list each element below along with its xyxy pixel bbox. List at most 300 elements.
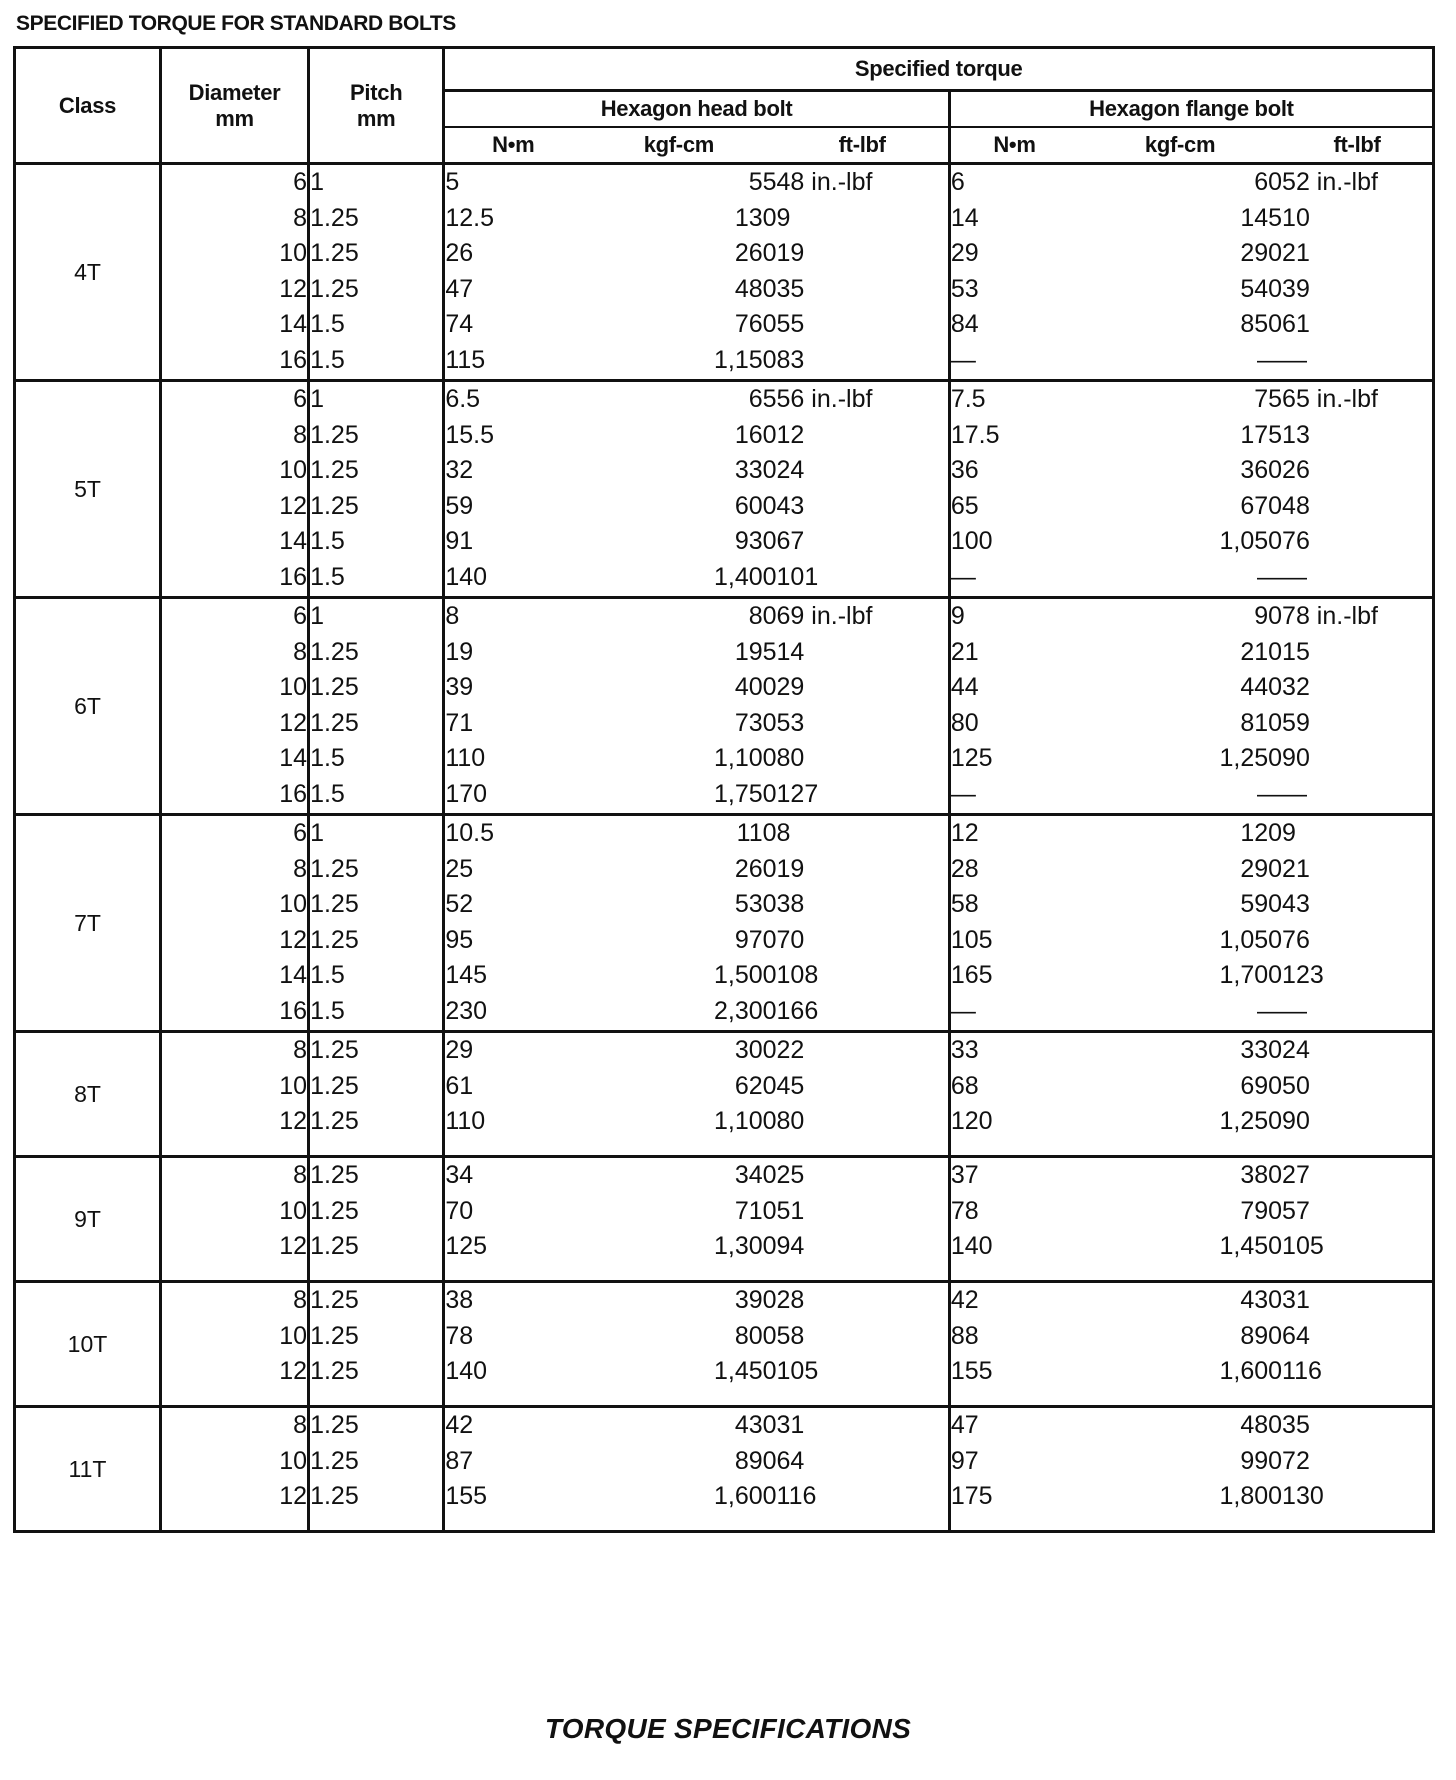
head-ft-value: 83 bbox=[776, 345, 805, 374]
flange-kgf-value: 540 bbox=[1240, 274, 1283, 303]
flange-kgf-value: 145 bbox=[1240, 203, 1283, 232]
head-nm-value: 32 bbox=[445, 456, 474, 484]
flange-nm-cell bbox=[949, 1407, 1078, 1532]
flange-ft-cell bbox=[1282, 381, 1433, 598]
pitch-value: 1.25 bbox=[310, 1071, 359, 1100]
flange-kgf-value: 1,600 bbox=[1219, 1357, 1283, 1385]
head-nm-value: 29 bbox=[445, 1036, 474, 1064]
flange-ft-value: 61 bbox=[1282, 310, 1310, 338]
head-nm-value: 87 bbox=[445, 1446, 474, 1475]
head-kgf-value: 1,300 bbox=[713, 1232, 777, 1260]
head-nm-cell bbox=[444, 815, 581, 1032]
flange-kgf-value: 670 bbox=[1240, 491, 1283, 520]
head-nm-value: 125 bbox=[445, 1232, 488, 1260]
flange-ft-cell bbox=[1282, 1407, 1433, 1532]
flange-nm-cell bbox=[949, 1282, 1078, 1407]
flange-nm-value: 105 bbox=[950, 925, 993, 954]
pitch-value: 1.25 bbox=[310, 203, 359, 232]
diameter-value: 14 bbox=[279, 527, 308, 555]
head-kgf-value: 1,150 bbox=[713, 345, 777, 374]
head-ft-cell bbox=[777, 598, 950, 815]
pitch-cell bbox=[309, 1282, 444, 1407]
flange-nm-value: 21 bbox=[950, 637, 979, 666]
flange-ft-value: 26 bbox=[1282, 456, 1310, 484]
head-nm-value: 25 bbox=[445, 854, 474, 883]
flange-kgf-value: 120 bbox=[1240, 819, 1283, 847]
flange-kgf-value: 430 bbox=[1240, 1286, 1283, 1314]
flange-nm-value: 12 bbox=[950, 819, 979, 847]
head-nm-cell bbox=[444, 1407, 581, 1532]
pitch-value: 1.25 bbox=[310, 1446, 359, 1475]
flange-ft-value: 65 in.-lbf bbox=[1282, 385, 1378, 413]
flange-kgf-value: 1,050 bbox=[1219, 527, 1283, 555]
pitch-header bbox=[309, 48, 444, 164]
flange-nm-cell bbox=[949, 1032, 1078, 1157]
head-ft-value: 56 in.-lbf bbox=[776, 385, 873, 413]
flange-ft-cell bbox=[1282, 1032, 1433, 1157]
head-kgf-value: 480 bbox=[734, 274, 777, 303]
head-nm-value: 19 bbox=[445, 637, 474, 666]
table-row bbox=[15, 815, 1434, 1032]
head-kgf-value: 55 bbox=[748, 168, 777, 196]
head-ft-value: 35 bbox=[776, 274, 805, 303]
flange-nm-value: 68 bbox=[950, 1071, 979, 1100]
flange-nm-header: N•m bbox=[949, 127, 1078, 164]
head-nm-value: 170 bbox=[445, 779, 488, 808]
pitch-cell bbox=[309, 1157, 444, 1282]
flange-nm-value: 36 bbox=[950, 456, 979, 484]
flange-ft-value: 43 bbox=[1282, 890, 1310, 918]
flange-kgf-cell bbox=[1078, 1032, 1282, 1157]
diameter-cell bbox=[160, 381, 308, 598]
flange-kgf-value: 1,250 bbox=[1219, 744, 1283, 772]
flange-nm-value: 7.5 bbox=[950, 385, 986, 413]
flange-ft-value: 105 bbox=[1282, 1232, 1324, 1260]
pitch-value: 1.25 bbox=[310, 708, 359, 737]
head-nm-cell bbox=[444, 1032, 581, 1157]
flange-nm-value: 140 bbox=[950, 1232, 993, 1260]
pitch-cell bbox=[309, 1032, 444, 1157]
specified-torque-header: Specified torque bbox=[444, 48, 1434, 91]
pitch-value: 1.25 bbox=[310, 1482, 359, 1510]
diameter-value: 12 bbox=[279, 1482, 308, 1510]
head-ft-value: 8 bbox=[776, 819, 791, 847]
diameter-cell bbox=[160, 598, 308, 815]
head-ft-value: 12 bbox=[776, 420, 805, 449]
head-kgf-value: 970 bbox=[734, 925, 777, 954]
flange-ft-value: 59 bbox=[1282, 708, 1310, 737]
pitch-header-label: Pitch bbox=[350, 79, 403, 105]
head-kgf-value: 760 bbox=[734, 310, 777, 338]
head-ft-cell bbox=[777, 1282, 950, 1407]
head-kgf-value: 730 bbox=[734, 708, 777, 737]
pitch-cell bbox=[309, 164, 444, 381]
flange-nm-cell bbox=[949, 598, 1078, 815]
flange-kgf-cell bbox=[1078, 164, 1282, 381]
head-ft-value: 29 bbox=[776, 673, 805, 701]
diameter-header-label: Diameter bbox=[188, 79, 281, 105]
pitch-value: 1.5 bbox=[310, 310, 345, 338]
flange-nm-value: — bbox=[950, 779, 976, 808]
diameter-value: 8 bbox=[293, 1036, 308, 1064]
flange-kgf-value: 590 bbox=[1240, 890, 1283, 918]
class-cell: 4T bbox=[15, 164, 161, 381]
diameter-value: 12 bbox=[279, 491, 308, 520]
flange-kgf-value: 1,700 bbox=[1219, 961, 1283, 989]
flange-nm-value: 175 bbox=[950, 1482, 993, 1510]
pitch-cell bbox=[309, 1407, 444, 1532]
head-ft-value: 28 bbox=[776, 1286, 805, 1314]
diameter-cell bbox=[160, 1282, 308, 1407]
flange-kgf-value: 380 bbox=[1240, 1161, 1283, 1189]
head-kgf-value: 260 bbox=[734, 854, 777, 883]
head-kgf-cell bbox=[581, 164, 776, 381]
diameter-value: 10 bbox=[279, 239, 308, 267]
diameter-value: 12 bbox=[279, 708, 308, 737]
flange-nm-value: 65 bbox=[950, 491, 979, 520]
head-nm-value: 8 bbox=[445, 602, 460, 630]
flange-ft-value: 90 bbox=[1282, 1107, 1310, 1135]
flange-kgf-value: — bbox=[1257, 779, 1283, 808]
head-ft-cell bbox=[777, 381, 950, 598]
head-ft-value: 94 bbox=[776, 1232, 805, 1260]
head-ft-value: 45 bbox=[776, 1071, 805, 1100]
flange-ft-value: 39 bbox=[1282, 274, 1310, 303]
head-kgf-value: 260 bbox=[734, 239, 777, 267]
flange-ft-value: 32 bbox=[1282, 673, 1310, 701]
flange-kgf-value: — bbox=[1257, 345, 1283, 374]
head-ft-value: 80 bbox=[776, 1107, 805, 1135]
flange-ft-value: 52 in.-lbf bbox=[1282, 168, 1378, 196]
head-nm-cell bbox=[444, 1282, 581, 1407]
flange-kgf-value: — bbox=[1257, 996, 1283, 1025]
head-nm-value: 95 bbox=[445, 925, 474, 954]
diameter-value: 12 bbox=[279, 1357, 308, 1385]
pitch-value: 1.25 bbox=[310, 1321, 359, 1350]
flange-ft-value: 21 bbox=[1282, 854, 1310, 883]
diameter-unit: mm bbox=[215, 105, 254, 131]
flange-nm-value: — bbox=[950, 562, 976, 591]
head-nm-value: 38 bbox=[445, 1286, 474, 1314]
flange-ft-value: 21 bbox=[1282, 239, 1310, 267]
flange-nm-value: 42 bbox=[950, 1286, 979, 1314]
diameter-header bbox=[160, 48, 308, 164]
head-nm-value: 230 bbox=[445, 996, 488, 1025]
flange-ft-value: 76 bbox=[1282, 925, 1310, 954]
head-nm-cell bbox=[444, 1157, 581, 1282]
flange-nm-value: 47 bbox=[950, 1411, 979, 1439]
flange-nm-value: 29 bbox=[950, 239, 979, 267]
pitch-value: 1.25 bbox=[310, 1286, 359, 1314]
head-ft-value: 105 bbox=[776, 1357, 819, 1385]
flange-kgf-value: 90 bbox=[1254, 602, 1283, 630]
flange-kgf-value: 175 bbox=[1240, 420, 1283, 449]
flange-ft-cell bbox=[1282, 815, 1433, 1032]
head-nm-value: 34 bbox=[445, 1161, 474, 1189]
diameter-value: 16 bbox=[279, 779, 308, 808]
pitch-value: 1.5 bbox=[310, 345, 345, 374]
head-ft-value: 58 bbox=[776, 1321, 805, 1350]
flange-nm-cell bbox=[949, 164, 1078, 381]
head-ft-cell bbox=[777, 815, 950, 1032]
head-nm-value: 59 bbox=[445, 491, 474, 520]
flange-kgf-cell bbox=[1078, 1407, 1282, 1532]
diameter-cell bbox=[160, 815, 308, 1032]
flange-nm-value: 53 bbox=[950, 274, 979, 303]
pitch-value: 1.5 bbox=[310, 744, 345, 772]
head-kgf-value: 160 bbox=[734, 420, 777, 449]
pitch-value: 1.25 bbox=[310, 673, 359, 701]
head-nm-value: 140 bbox=[445, 1357, 488, 1385]
diameter-value: 8 bbox=[293, 1286, 308, 1314]
pitch-value: 1.25 bbox=[310, 1036, 359, 1064]
flange-ft-value: 123 bbox=[1282, 961, 1324, 989]
head-kgf-value: 1,450 bbox=[713, 1357, 777, 1385]
flange-nm-value: 37 bbox=[950, 1161, 979, 1189]
flange-ft-value: 24 bbox=[1282, 1036, 1310, 1064]
torque-body bbox=[15, 164, 1434, 1532]
head-nm-value: 5 bbox=[445, 168, 460, 196]
head-kgf-value: 1,750 bbox=[713, 779, 777, 808]
pitch-value: 1 bbox=[310, 819, 324, 847]
flange-ft-value: 78 in.-lbf bbox=[1282, 602, 1378, 630]
class-cell: 11T bbox=[15, 1407, 161, 1532]
diameter-cell bbox=[160, 1407, 308, 1532]
flange-nm-value: 84 bbox=[950, 310, 979, 338]
diameter-cell bbox=[160, 1032, 308, 1157]
pitch-value: 1.5 bbox=[310, 527, 345, 555]
flange-nm-value: 100 bbox=[950, 527, 993, 555]
flange-kgf-value: 290 bbox=[1240, 854, 1283, 883]
diameter-value: 6 bbox=[293, 819, 308, 847]
class-cell: 8T bbox=[15, 1032, 161, 1157]
head-nm-value: 115 bbox=[445, 345, 486, 374]
diameter-value: 14 bbox=[279, 744, 308, 772]
flange-ft-value: — bbox=[1282, 345, 1308, 374]
head-nm-value: 110 bbox=[445, 744, 486, 772]
flange-nm-value: 44 bbox=[950, 673, 979, 701]
flange-ft-value: 76 bbox=[1282, 527, 1310, 555]
torque-table bbox=[13, 46, 1435, 1533]
diameter-value: 8 bbox=[293, 1411, 308, 1439]
head-ft-value: 38 bbox=[776, 890, 805, 918]
flange-ft-value: 64 bbox=[1282, 1321, 1310, 1350]
head-kgf-value: 1,100 bbox=[713, 1107, 777, 1135]
head-nm-value: 155 bbox=[445, 1482, 488, 1510]
head-kgf-value: 330 bbox=[734, 456, 777, 484]
pitch-value: 1 bbox=[310, 168, 324, 196]
flange-kgf-value: 790 bbox=[1240, 1196, 1283, 1225]
head-kgf-value: 400 bbox=[734, 673, 777, 701]
head-nm-value: 26 bbox=[445, 239, 474, 267]
flange-ft-cell bbox=[1282, 1157, 1433, 1282]
pitch-value: 1.25 bbox=[310, 491, 359, 520]
diameter-cell bbox=[160, 164, 308, 381]
flange-ft-value: 13 bbox=[1282, 420, 1310, 449]
diameter-value: 12 bbox=[279, 274, 308, 303]
diameter-value: 6 bbox=[293, 385, 308, 413]
head-ft-value: 25 bbox=[776, 1161, 805, 1189]
head-kgf-cell bbox=[581, 1282, 776, 1407]
head-kgf-value: 430 bbox=[734, 1411, 777, 1439]
pitch-value: 1.5 bbox=[310, 961, 345, 989]
pitch-value: 1.25 bbox=[310, 1411, 359, 1439]
flange-ft-value: 50 bbox=[1282, 1071, 1310, 1100]
head-ft-value: 9 bbox=[776, 203, 791, 232]
head-ft-value: 116 bbox=[776, 1482, 817, 1510]
table-row bbox=[15, 381, 1434, 598]
pitch-value: 1.25 bbox=[310, 854, 359, 883]
flange-ft-value: 27 bbox=[1282, 1161, 1310, 1189]
diameter-value: 12 bbox=[279, 1232, 308, 1260]
flange-nm-value: 28 bbox=[950, 854, 979, 883]
diameter-value: 10 bbox=[279, 673, 308, 701]
flange-kgf-value: 890 bbox=[1240, 1321, 1283, 1350]
page-title: SPECIFIED TORQUE FOR STANDARD BOLTS bbox=[16, 12, 456, 35]
flange-nm-value: 14 bbox=[950, 203, 979, 232]
pitch-value: 1.25 bbox=[310, 1107, 359, 1135]
flange-kgf-cell bbox=[1078, 598, 1282, 815]
flange-kgf-value: 690 bbox=[1240, 1071, 1283, 1100]
head-ft-value: 22 bbox=[776, 1036, 805, 1064]
diameter-value: 6 bbox=[293, 602, 308, 630]
head-ft-value: 24 bbox=[776, 456, 805, 484]
pitch-cell bbox=[309, 815, 444, 1032]
flange-kgf-value: 290 bbox=[1240, 239, 1283, 267]
flange-ft-value: — bbox=[1282, 562, 1308, 591]
table-row bbox=[15, 1282, 1434, 1407]
table-row bbox=[15, 1032, 1434, 1157]
head-ft-header: ft-lbf bbox=[777, 127, 950, 164]
head-ft-cell bbox=[777, 1407, 950, 1532]
head-nm-value: 52 bbox=[445, 890, 474, 918]
diameter-value: 12 bbox=[279, 1107, 308, 1135]
head-kgf-value: 530 bbox=[734, 890, 777, 918]
head-kgf-value: 890 bbox=[734, 1446, 777, 1475]
head-ft-value: 64 bbox=[776, 1446, 805, 1475]
head-nm-value: 10.5 bbox=[445, 819, 494, 847]
flange-kgf-value: 210 bbox=[1240, 637, 1283, 666]
class-cell: 6T bbox=[15, 598, 161, 815]
flange-kgf-value: 75 bbox=[1254, 385, 1283, 413]
diameter-cell bbox=[160, 1157, 308, 1282]
flange-ft-value: 130 bbox=[1282, 1482, 1324, 1510]
head-ft-value: 43 bbox=[776, 491, 805, 520]
pitch-unit: mm bbox=[356, 105, 396, 131]
flange-nm-value: 17.5 bbox=[950, 420, 1000, 449]
flange-kgf-cell bbox=[1078, 381, 1282, 598]
head-ft-value: 70 bbox=[776, 925, 805, 954]
diameter-value: 8 bbox=[293, 1161, 308, 1189]
head-kgf-value: 80 bbox=[748, 602, 777, 630]
head-kgf-value: 195 bbox=[734, 637, 777, 666]
flange-ft-value: 35 bbox=[1282, 1411, 1310, 1439]
head-ft-value: 53 bbox=[776, 708, 805, 737]
pitch-value: 1.25 bbox=[310, 925, 359, 954]
class-cell: 10T bbox=[15, 1282, 161, 1407]
head-kgf-header: kgf-cm bbox=[581, 127, 776, 164]
flange-nm-cell bbox=[949, 1157, 1078, 1282]
diameter-value: 10 bbox=[279, 1071, 308, 1100]
flange-nm-cell bbox=[949, 815, 1078, 1032]
head-nm-value: 39 bbox=[445, 673, 474, 701]
head-ft-value: 80 bbox=[776, 744, 805, 772]
flange-ft-value: — bbox=[1282, 779, 1308, 808]
flange-nm-value: 165 bbox=[950, 961, 993, 989]
head-ft-cell bbox=[777, 1157, 950, 1282]
pitch-value: 1.25 bbox=[310, 1232, 359, 1260]
head-nm-value: 6.5 bbox=[445, 385, 481, 413]
head-kgf-value: 1,500 bbox=[713, 961, 777, 989]
head-ft-value: 31 bbox=[776, 1411, 805, 1439]
head-ft-value: 51 bbox=[776, 1196, 805, 1225]
head-kgf-value: 300 bbox=[734, 1036, 777, 1064]
head-ft-value: 166 bbox=[776, 996, 819, 1025]
pitch-value: 1.25 bbox=[310, 890, 359, 918]
flange-kgf-cell bbox=[1078, 1282, 1282, 1407]
flange-nm-value: 120 bbox=[950, 1107, 993, 1135]
flange-kgf-value: — bbox=[1257, 562, 1283, 591]
figure-caption: TORQUE SPECIFICATIONS bbox=[544, 1713, 912, 1744]
flange-kgf-value: 480 bbox=[1240, 1411, 1283, 1439]
flange-kgf-value: 850 bbox=[1240, 310, 1283, 338]
head-nm-cell bbox=[444, 598, 581, 815]
head-kgf-value: 65 bbox=[748, 385, 777, 413]
head-ft-value: 14 bbox=[776, 637, 805, 666]
head-kgf-value: 2,300 bbox=[713, 996, 777, 1025]
pitch-value: 1.25 bbox=[310, 1196, 359, 1225]
flange-nm-value: 80 bbox=[950, 708, 979, 737]
head-nm-value: 42 bbox=[445, 1411, 474, 1439]
head-nm-cell bbox=[444, 381, 581, 598]
head-kgf-value: 1,600 bbox=[713, 1482, 777, 1510]
head-kgf-value: 130 bbox=[734, 203, 777, 232]
diameter-value: 10 bbox=[279, 1446, 308, 1475]
diameter-value: 16 bbox=[279, 345, 308, 374]
pitch-value: 1.25 bbox=[310, 274, 359, 303]
head-kgf-value: 930 bbox=[734, 527, 777, 555]
flange-kgf-value: 360 bbox=[1240, 456, 1283, 484]
flange-ft-value: 48 bbox=[1282, 491, 1310, 520]
flange-kgf-value: 330 bbox=[1240, 1036, 1283, 1064]
flange-ft-value: 116 bbox=[1282, 1357, 1322, 1385]
flange-kgf-value: 1,450 bbox=[1219, 1232, 1283, 1260]
flange-nm-value: 88 bbox=[950, 1321, 979, 1350]
flange-ft-cell bbox=[1282, 1282, 1433, 1407]
flange-ft-value: 9 bbox=[1282, 819, 1296, 847]
table-row bbox=[15, 1157, 1434, 1282]
flange-ft-value: 90 bbox=[1282, 744, 1310, 772]
diameter-value: 10 bbox=[279, 1321, 308, 1350]
flange-kgf-value: 60 bbox=[1254, 168, 1283, 196]
flange-nm-value: 58 bbox=[950, 890, 979, 918]
head-kgf-value: 800 bbox=[734, 1321, 777, 1350]
head-ft-cell bbox=[777, 1032, 950, 1157]
head-nm-value: 145 bbox=[445, 961, 488, 989]
pitch-value: 1.25 bbox=[310, 1357, 359, 1385]
table-row bbox=[15, 598, 1434, 815]
diameter-value: 8 bbox=[293, 203, 308, 232]
pitch-value: 1.25 bbox=[310, 1161, 359, 1189]
pitch-value: 1 bbox=[310, 385, 324, 413]
flange-ft-value: 31 bbox=[1282, 1286, 1310, 1314]
flange-nm-cell bbox=[949, 381, 1078, 598]
head-kgf-cell bbox=[581, 381, 776, 598]
head-kgf-value: 710 bbox=[734, 1196, 777, 1225]
diameter-value: 8 bbox=[293, 637, 308, 666]
flange-ft-cell bbox=[1282, 598, 1433, 815]
flange-kgf-value: 1,250 bbox=[1219, 1107, 1283, 1135]
